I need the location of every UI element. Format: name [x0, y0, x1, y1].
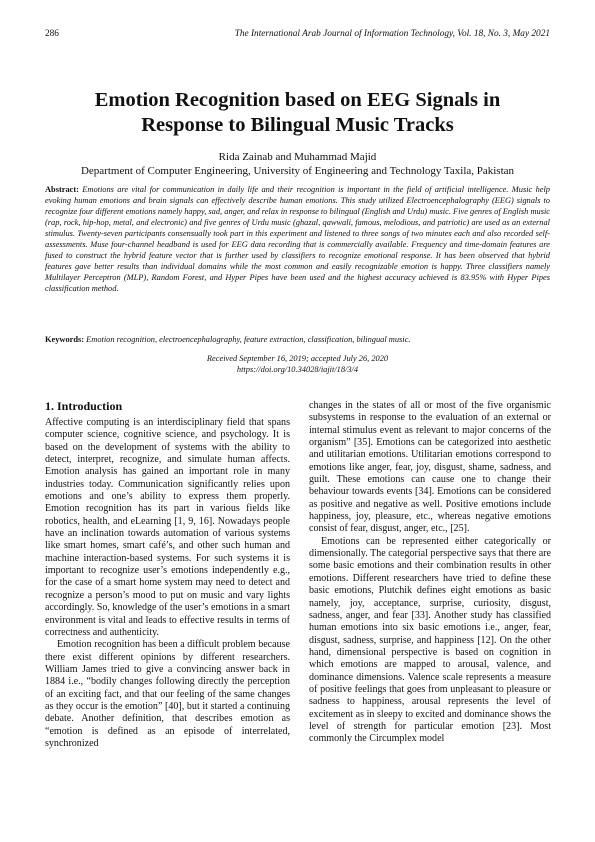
section-heading: 1. Introduction: [45, 399, 123, 413]
paper-title-line-2: Response to Bilingual Music Tracks: [141, 114, 454, 136]
author-names: Rida Zainab and Muhammad Majid: [218, 151, 377, 163]
keywords: [45, 334, 550, 345]
body-paragraph: changes in the states of all or most of the five organismic subsystems in response to the evaluation of an external or internal stimulus event as relevant to major concerns of the organism” [35]. Emotions can be categorized into aesthetic and utilitarian emotions. Utilitarian emotions correspond to emotions like anger, fear, joy, disgust, shame, sadness, and guilt. These emotions can cause one to change their behaviour towards events [34]. Emotions can be considered as positive and negative as well. Positive emotions include happiness, joy, pleasure, etc., whereas negative emotions consist of fear, disgust, anger, etc., [25].: [309, 400, 551, 535]
journal-citation: The International Arab Journal of Information Technology, Vol. 18, No. 3, May 2021: [234, 29, 550, 39]
body-paragraph: Affective computing is an interdisciplinary field that spans computer science, cognitive science, and psychology. It is based on the development of systems with the ability to detect, interpret, recognize, and simulate human affects. Emotion analysis has gained an important role in many industries today. Communication significantly relies upon emotions and one’s ability to express them properly. Emotion recognition has its part in various fields like robotics, health, and eLearning [1, 9, 16]. Nowadays people have an inclination towards automation of various systems like smart homes, smart café’s, and other such human and machine interaction-based systems. For such systems it is important to recognize user’s emotions independently e.g., for the case of a smart home system may need to detect and recognize a person’s mood to put on music and vary lights accordingly. So, knowledge of the user’s emotions in a smart environment is vital and leads to effective results in terms of correctness and authenticity.: [45, 417, 290, 638]
keywords-text: Emotion recognition, electroencephalography, feature extraction, classification, bilingual music.: [86, 335, 411, 344]
author-affiliation: Department of Computer Engineering, University of Engineering and Technology Taxila, Pakistan: [80, 165, 515, 177]
left-column: [45, 399, 290, 750]
received-accepted-dates: Received September 16, 2019; accepted July 26, 2020: [206, 354, 389, 363]
abstract-text: Emotions are vital for communication in daily life and their recognition is important in the field of artificial intelligence. Music help evoking human emotions and brain signals can effectively describe human emotions. This study utilized Electroencephalography (EEG) signals to recognize four different emotions namely happy, sad, anger, and relax in response to bilingual (English and Urdu) music. Five genres of English music (rap, rock, hip-hop, metal, and electronic) and five genres of Urdu music (ghazal, qawwali, famous, melodious, and patriotic) are used as an external stimulus. Twenty-seven participants consensually took part in this experiment and listened to three songs of two minutes each and also recorded self-assessments. Muse four-channel headband is used for EEG data recording that is commercially available. Frequency and time-domain features are fused to construct the hybrid feature vector that is further used by classifiers to recognize emotional response. It has been observed that hybrid features gave better results than individual domains while the most common and easily recognizable emotion is happy. Three classifiers namely Multilayer Perceptron (MLP), Random Forest, and Hyper Pipes have been used and the highest accuracy achieved is 83.95% with Hyper Pipes classification method.: [45, 185, 550, 294]
keywords-label: Keywords:: [45, 335, 85, 344]
doi-link[interactable]: https://doi.org/10.34028/iajit/18/3/4: [236, 365, 359, 374]
running-header: [45, 28, 550, 40]
paper-title: [40, 88, 555, 138]
abstract-label: Abstract:: [45, 185, 79, 194]
body-paragraph: Emotion recognition has been a difficult problem because there exist different opinions by different researchers. William James tried to give a convincing answer back in 1884 i.e., “bodily changes following directly the perception of an exciting fact, and that our feeling of the same changes as they occur is the emotion” [40], but it started a continuing debate. Another definition, that describes emotion as “emotion is defined as an episode of interrelated, synchronized: [45, 639, 290, 749]
abstract: [45, 184, 550, 294]
paper-title-line-1: Emotion Recognition based on EEG Signals in: [94, 89, 501, 111]
right-column: [309, 400, 551, 746]
page-number: 286: [45, 29, 59, 39]
publication-dates: [45, 353, 550, 375]
body-paragraph: Emotions can be represented either categorically or dimensionally. The categorial perspective says that there are some basic emotions and their combination results in other emotions. Different researchers have tried to define these basic emotions, Plutchik defines eight emotions as basic namely, joy, acceptance, surprise, curiosity, disgust, sadness, anger, and fear [33]. Another study has classified human emotions into six basic emotions i.e., anger, fear, disgust, sadness, surprise, and happiness [12]. On the other hand, dimensional perspective is based on cognition in which emotions are mapped to arousal, valence, and dominance dimensions. Valence scale represents a measure of positive feelings that goes from unpleasant to pleasure or sadness to happiness, arousal represents the level of excitement as in sleepy to excited and dominance shows the level of strength for particular emotion [23]. Most commonly the Circumplex model: [309, 535, 551, 745]
